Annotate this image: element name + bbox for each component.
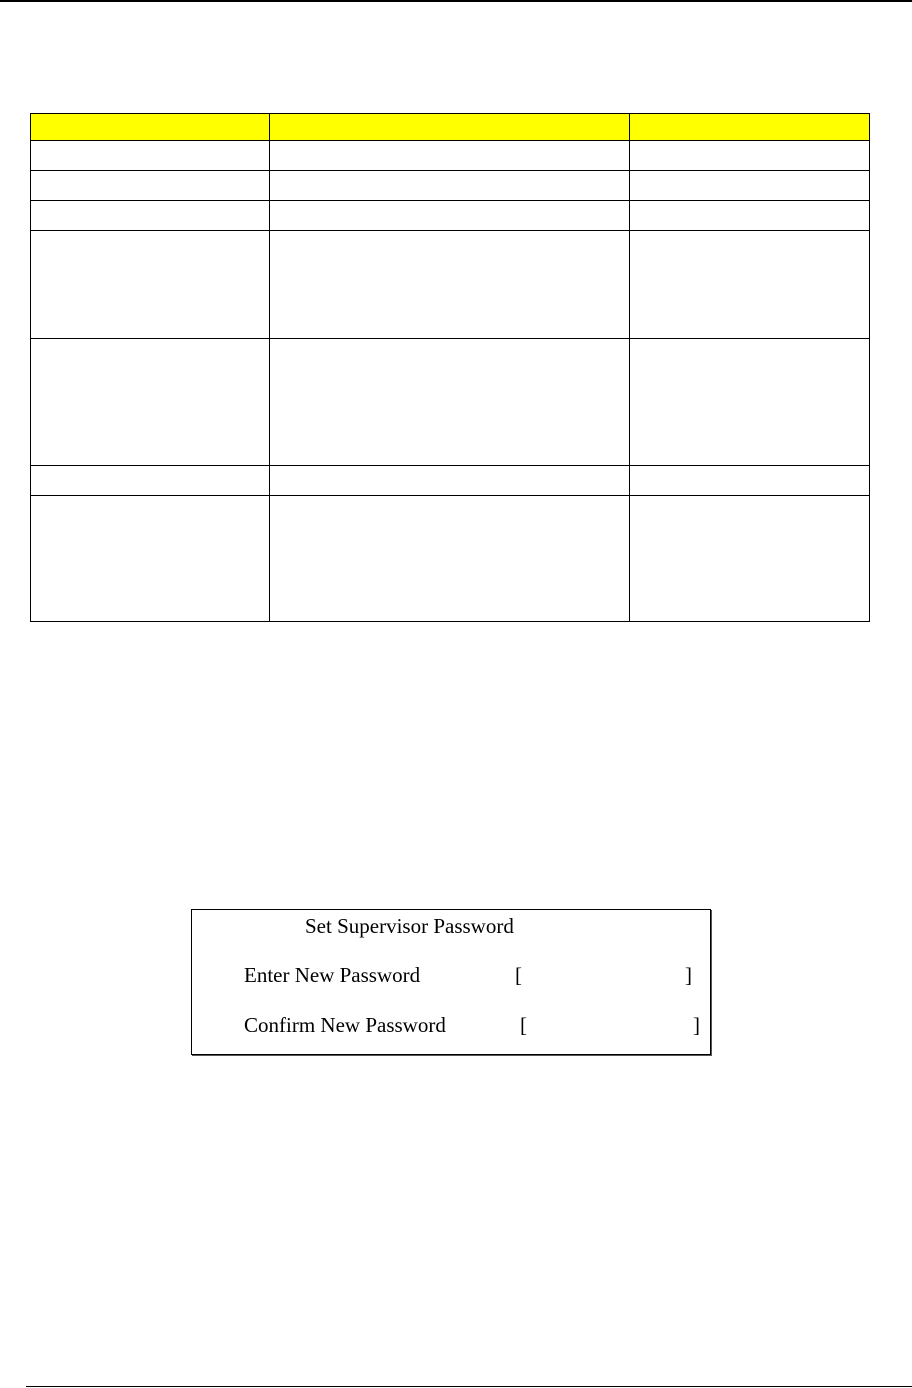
table-row bbox=[31, 201, 870, 231]
table-cell bbox=[270, 231, 630, 339]
enter-new-password-field[interactable] bbox=[515, 963, 692, 991]
table-cell bbox=[270, 466, 630, 496]
table-cell bbox=[630, 339, 870, 466]
table-cell bbox=[31, 201, 270, 231]
table-row bbox=[31, 141, 870, 171]
bracket-open: [ bbox=[520, 1013, 527, 1037]
enter-new-password-label: Enter New Password bbox=[244, 963, 421, 987]
table-row bbox=[31, 496, 870, 622]
confirm-new-password-field[interactable] bbox=[520, 1013, 700, 1041]
table-cell bbox=[630, 466, 870, 496]
table-header-row bbox=[31, 114, 870, 141]
table-cell bbox=[270, 171, 630, 201]
set-supervisor-password-dialog bbox=[191, 909, 711, 1055]
table-cell bbox=[630, 201, 870, 231]
table-cell bbox=[31, 339, 270, 466]
table-cell bbox=[630, 496, 870, 622]
bracket-close: ] bbox=[685, 963, 692, 987]
table-row bbox=[31, 171, 870, 201]
table-cell bbox=[31, 496, 270, 622]
table-cell bbox=[270, 141, 630, 171]
settings-table bbox=[30, 113, 870, 622]
table-row bbox=[31, 231, 870, 339]
table-cell bbox=[630, 171, 870, 201]
confirm-new-password-label: Confirm New Password bbox=[244, 1013, 446, 1037]
table-cell bbox=[270, 201, 630, 231]
table-row bbox=[31, 339, 870, 466]
page-header-rule bbox=[0, 0, 912, 2]
table-header-cell bbox=[270, 114, 630, 141]
table-cell bbox=[630, 141, 870, 171]
table-cell bbox=[270, 339, 630, 466]
table-header-cell bbox=[31, 114, 270, 141]
table-cell bbox=[270, 496, 630, 622]
dialog-title: Set Supervisor Password bbox=[305, 914, 514, 938]
table-cell bbox=[31, 141, 270, 171]
page-footer-rule bbox=[26, 1386, 912, 1387]
bracket-close: ] bbox=[693, 1013, 700, 1037]
table-row bbox=[31, 466, 870, 496]
table-cell bbox=[31, 171, 270, 201]
table-header-cell bbox=[630, 114, 870, 141]
bracket-open: [ bbox=[515, 963, 522, 987]
table-cell bbox=[31, 466, 270, 496]
table-cell bbox=[31, 231, 270, 339]
table-cell bbox=[630, 231, 870, 339]
